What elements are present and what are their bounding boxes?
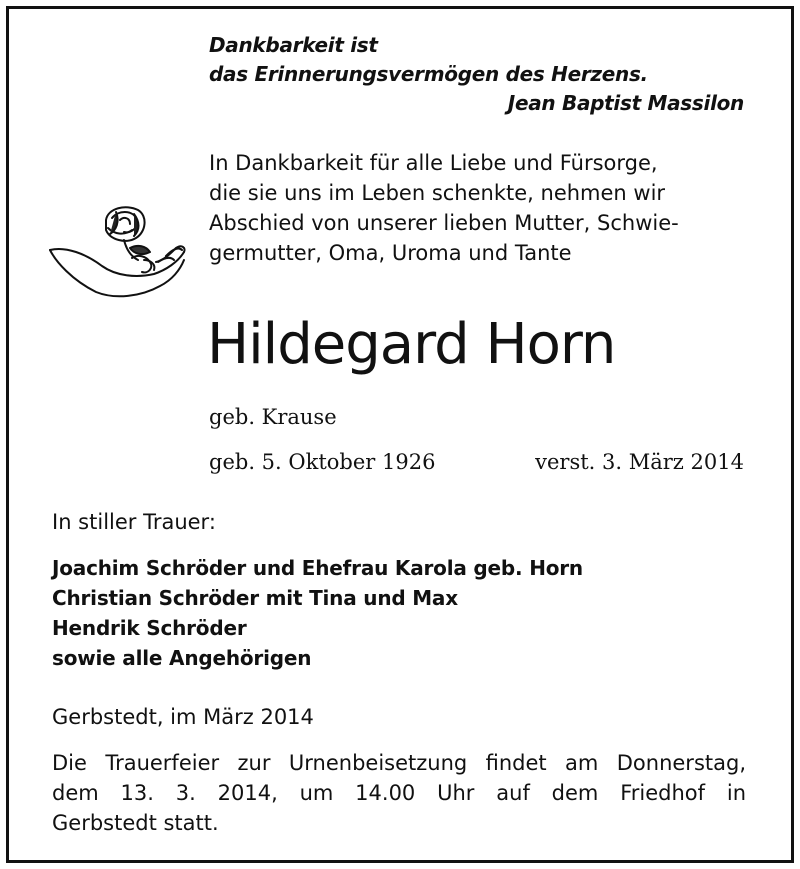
death-date: verst. 3. März 2014 [535, 450, 744, 474]
intro-line: Abschied von unserer lieben Mutter, Schwie- [209, 211, 679, 235]
place-date: Gerbstedt, im März 2014 [52, 705, 314, 729]
funeral-line: Gerbstedt statt. [52, 811, 219, 835]
intro-line: die sie uns im Leben schenkte, nehmen wir [209, 181, 666, 205]
mourners-list [52, 553, 583, 673]
funeral-line: Die Trauerfeier zur Urnenbeisetzung findet am Donnerstag, [52, 751, 746, 775]
birth-date: geb. 5. Oktober 1926 [209, 450, 436, 474]
deceased-name: Hildegard Horn [207, 312, 616, 377]
obituary-border [6, 6, 794, 863]
mourner-name: Hendrik Schröder [52, 616, 247, 640]
funeral-notice [52, 748, 746, 838]
rose-in-hands-icon [46, 200, 191, 300]
quote-line-2: das Erinnerungsvermögen des Herzens. [209, 62, 648, 86]
funeral-line: dem 13. 3. 2014, um 14.00 Uhr auf dem Friedhof in [52, 781, 746, 805]
mourner-name: Christian Schröder mit Tina und Max [52, 586, 458, 610]
mourner-name: Joachim Schröder und Ehefrau Karola geb. Horn [52, 556, 583, 580]
intro-text [209, 148, 679, 268]
quote-author: Jean Baptist Massilon [507, 91, 744, 115]
mourners-heading: In stiller Trauer: [52, 510, 216, 534]
quote-line-1: Dankbarkeit ist [209, 33, 378, 57]
mourner-name: sowie alle Angehörigen [52, 646, 312, 670]
intro-line: In Dankbarkeit für alle Liebe und Fürsorge, [209, 151, 658, 175]
intro-line: germutter, Oma, Uroma und Tante [209, 241, 572, 265]
maiden-name: geb. Krause [209, 405, 337, 429]
